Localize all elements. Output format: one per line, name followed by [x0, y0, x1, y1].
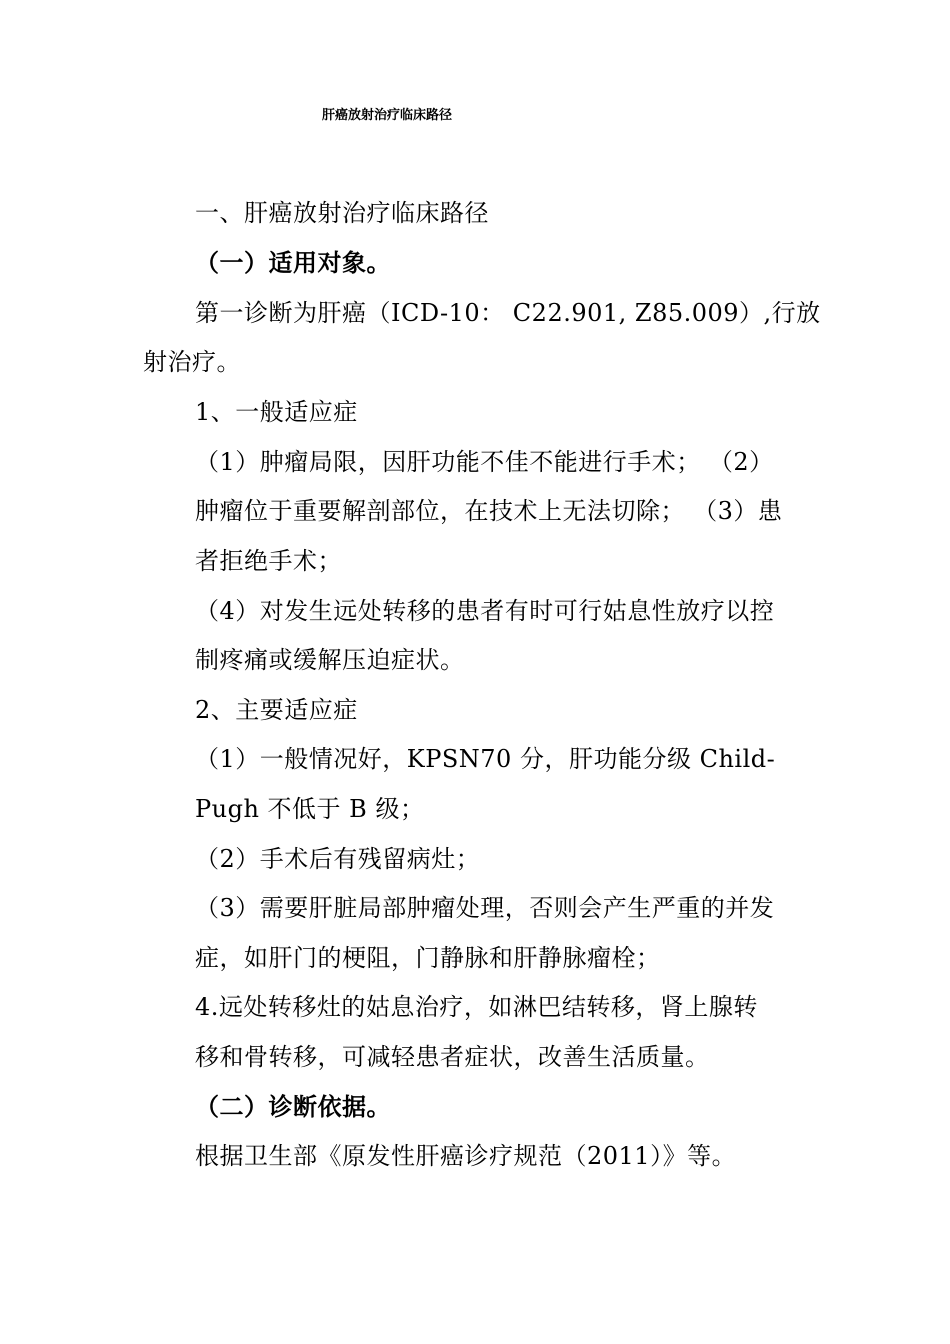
- paragraph-line: 根据卫生部《原发性肝癌诊疗规范（2011）》等。: [195, 1142, 737, 1170]
- paragraph-line: 肿瘤位于重要解剖部位，在技术上无法切除； （3）患: [195, 497, 783, 525]
- section-title-diagnostic-basis: （二）诊断依据。: [195, 1092, 391, 1121]
- paragraph-line: （2）手术后有残留病灶；: [195, 845, 481, 873]
- paragraph-line: 移和骨转移，可减轻患者症状，改善生活质量。: [195, 1043, 710, 1071]
- paragraph-line: 第一诊断为肝癌（ICD-10： C22.901, Z85.009）,行放: [195, 299, 821, 327]
- paragraph-line: 症，如肝门的梗阻，门静脉和肝静脉瘤栓；: [195, 944, 661, 972]
- page-header-title: 肝癌放射治疗临床路径: [322, 108, 453, 123]
- subsection-title-main-indications: 2、主要适应症: [195, 696, 358, 724]
- paragraph-line: （1）肿瘤局限，因肝功能不佳不能进行手术； （2）: [195, 448, 774, 476]
- paragraph-line: （4）对发生远处转移的患者有时可行姑息性放疗以控: [195, 597, 775, 625]
- paragraph-line: （1）一般情况好，KPSN70 分，肝功能分级 Child-: [195, 745, 776, 773]
- subsection-title-general-indications: 1、一般适应症: [195, 398, 358, 426]
- paragraph-line: Pugh 不低于 B 级；: [195, 795, 425, 823]
- paragraph-line: 制疼痛或缓解压迫症状。: [195, 646, 465, 674]
- paragraph-line: 4.远处转移灶的姑息治疗，如淋巴结转移，肾上腺转: [195, 993, 758, 1021]
- section-title-applicable-objects: （一）适用对象。: [195, 248, 391, 277]
- paragraph-line: （3）需要肝脏局部肿瘤处理，否则会产生严重的并发: [195, 894, 775, 922]
- document-heading: 一、肝癌放射治疗临床路径: [195, 199, 489, 227]
- paragraph-line: 射治疗。: [143, 348, 241, 376]
- paragraph-line: 者拒绝手术；: [195, 547, 342, 575]
